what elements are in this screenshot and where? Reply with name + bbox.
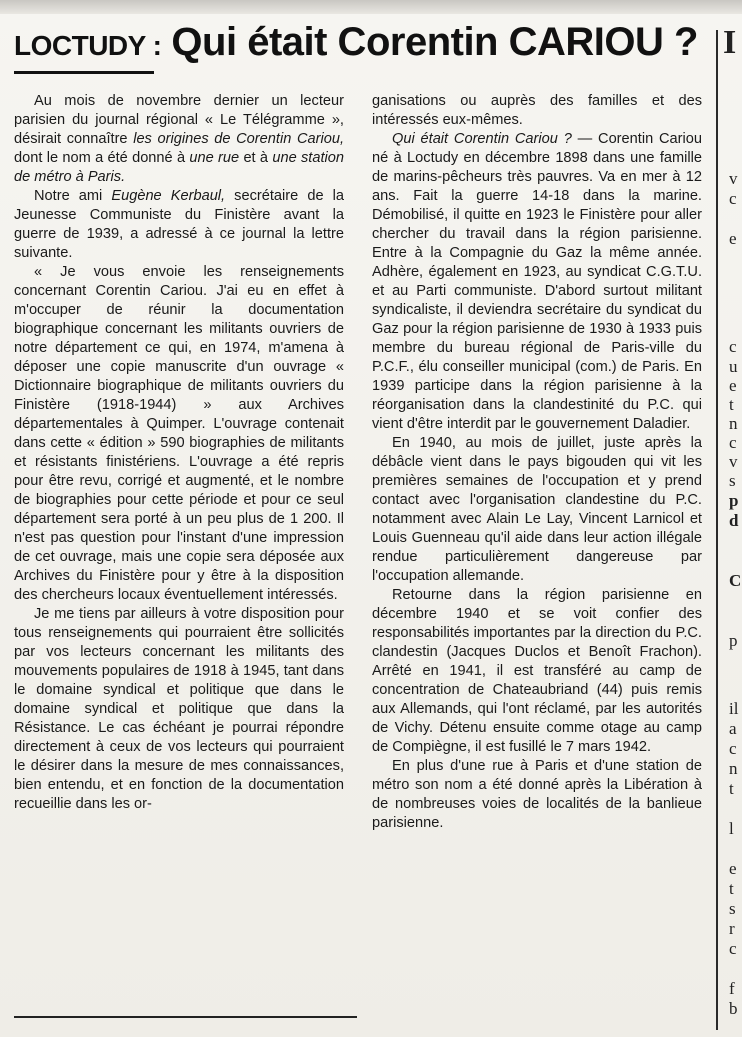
article-column-right xyxy=(372,92,702,833)
edge-letter: e xyxy=(729,376,737,395)
paragraph: En plus d'une rue à Paris et d'une station de métro son nom a été donné après la Libération à de nombreuses voies de localités de la banlieue parisienne. xyxy=(372,758,702,831)
edge-letter: a xyxy=(729,719,737,738)
edge-letter: t xyxy=(729,395,734,414)
edge-letter: il xyxy=(729,699,739,718)
edge-letter: c xyxy=(729,939,737,958)
edge-letter: n xyxy=(729,414,738,433)
edge-letter: n xyxy=(729,759,738,778)
paragraph: « Je vous envoie les renseignements concernant Corentin Cariou. J'ai eu en effet à m'occuper de réunir la documentation biographique concernant les militants ouvriers de notre département ce qui, en 1974, m'amena à déposer une copie manuscrite d'un ouvrage « Dictionnaire biographique de militants ouvriers du Finistère (1918-1944) » aux Archives départementales à Quimper. L'ouvrage contenait dans cette « édition » 590 biographies de militants et résistants finistériens. L'ouvrage a été repris pour être revu, corrigé et augmenté, et le nombre de biographies pour cette période et pour ce seul département sera porté à un peu plus de 1 200. Il n'est pas question pour l'instant d'une impression de cet ouvrage, mais une copie sera déposée aux Archives du Finistère pour y être à la disposition des chercheurs locaux éventuellement intéressés. xyxy=(14,264,344,603)
paragraph: Qui était Corentin Cariou ? — Corentin Cariou né à Loctudy en décembre 1898 dans une famille de marins-pêcheurs très pauvres. Va en mer à 12 ans. Fait la guerre 14-18 dans la marine. Démobilisé, il quitte en 1923 le Finistère pour aller chercher du travail dans la région parisienne. Entre à la Compagnie du Gaz la même année. Adhère, également en 1923, au syndicat C.G.T.U. et au Parti communiste. D'abord surtout militant syndicaliste, il deviendra secrétaire du syndicat du Gaz pour la région parisienne de 1930 à 1933 puis membre du bureau régional de Paris-ville du P.C.F., élu conseiller municipal (com.) de Paris. En 1939 participe dans la région parisienne à la réorganisation dans la clandestinité du P.C. qui vient d'être interdit par le gouvernement Daladier. xyxy=(372,131,702,432)
edge-letter: c xyxy=(729,433,737,452)
paragraph: En 1940, au mois de juillet, juste après la débâcle vient dans le pays bigouden qui vit les premières semaines de l'occupation et y prend contact avec l'organisation clandestine du P.C. notamment avec Alain Le Lay, Vincent Larnicol et Louis Guenneau qu'il aide dans leur action illégale rendue particulièrement dangereuse par l'occupation allemande. xyxy=(372,435,702,584)
edge-letter: I xyxy=(723,24,737,61)
edge-letter: v xyxy=(729,169,738,188)
bottom-rule xyxy=(14,1016,357,1018)
headline-question: Qui était Corentin CARIOU ? xyxy=(171,20,698,64)
column-divider xyxy=(716,30,718,1030)
paragraph: Notre ami Eugène Kerbaul, secrétaire de la Jeunesse Communiste du Finistère avant la guerre de 1939, a adressé à ce journal la lettre suivante. xyxy=(14,188,344,261)
edge-letter: C xyxy=(729,571,742,590)
edge-letter: r xyxy=(729,919,735,938)
edge-letter: b xyxy=(729,999,738,1018)
edge-letter: v xyxy=(729,452,738,471)
edge-letter: c xyxy=(729,337,737,356)
adjacent-column-fragment xyxy=(719,20,742,1037)
paragraph: Retourne dans la région parisienne en décembre 1940 et se voit confier des responsabilités importantes par la direction du P.C. clandestin (Jacques Duclos et Benoît Frachon). Arrêté en 1941, il est transféré au camp de concentration de Chateaubriand (44) puis remis aux Allemands, qui l'ont réclamé, par les autorités de Vichy. Détenu ensuite comme otage au camp de Compiègne, il est fusillé le 7 mars 1942. xyxy=(372,587,702,755)
top-rule xyxy=(0,0,742,14)
edge-letter: u xyxy=(729,357,738,376)
edge-letter: t xyxy=(729,779,734,798)
edge-letter: c xyxy=(729,189,737,208)
headline-location: LOCTUDY : xyxy=(14,30,162,61)
paragraph: ganisations ou auprès des familles et des intéressés eux-mêmes. xyxy=(372,93,702,128)
paragraph: Au mois de novembre dernier un lecteur parisien du journal régional « Le Télégramme », désirait connaître les origines de Corentin Cariou, dont le nom a été donné à une rue et à une station de métro à Paris. xyxy=(14,93,344,185)
edge-letter: s xyxy=(729,471,736,490)
edge-letter: s xyxy=(729,899,736,918)
edge-letter: l xyxy=(729,819,734,838)
paragraph: Je me tiens par ailleurs à votre disposition pour tous renseignements qui pourraient être sollicités par vos lecteurs concernant les militants des mouvements populaires de 1918 à 1945, tant dans le domaine syndical et politique que dans le domaine syndical et politique que dans la Résistance. Le cas échéant je pourrai répondre directement à ceux de vos lecteurs qui pourraient le désirer dans la mesure de mes connaissances, bien entendu, et en fonction de la documentation recueillie dans les or- xyxy=(14,606,344,812)
edge-letter: f xyxy=(729,979,735,998)
edge-letter: t xyxy=(729,879,734,898)
edge-letter: d xyxy=(729,511,739,530)
edge-letter: c xyxy=(729,739,737,758)
edge-letter: p xyxy=(729,491,739,510)
edge-letter: e xyxy=(729,859,737,878)
edge-letter: e xyxy=(729,229,737,248)
headline-underline xyxy=(14,71,154,74)
edge-letter: p xyxy=(729,631,738,650)
article-column-left xyxy=(14,92,344,814)
